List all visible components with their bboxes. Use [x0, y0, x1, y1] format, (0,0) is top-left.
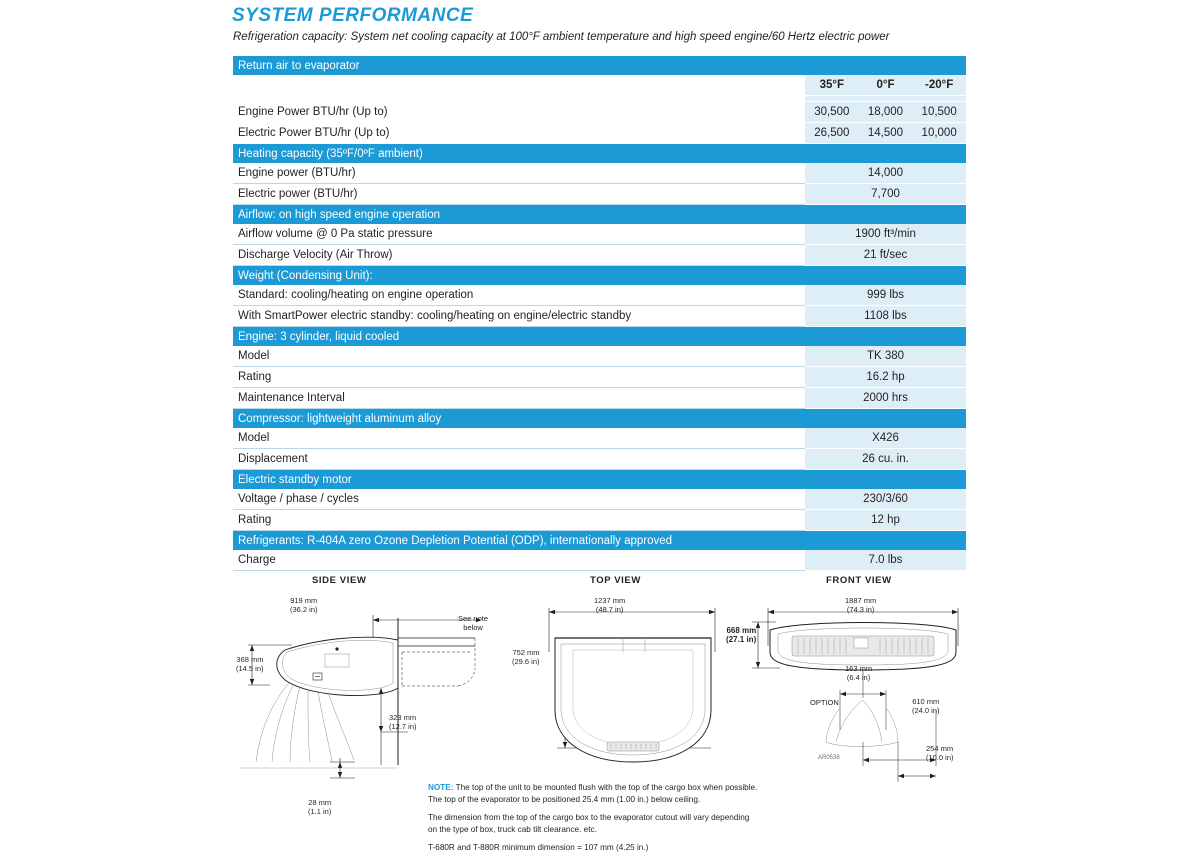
- front-dim-option-163: [845, 664, 872, 682]
- section-band: [233, 56, 966, 75]
- front-dim-width: [845, 596, 876, 614]
- table-row: [233, 75, 966, 96]
- technical-drawings: [0, 560, 1200, 858]
- note-line-2: The top of the evaporator to be positioned 25.4 mm (1.00 in.) below ceiling.: [428, 794, 701, 804]
- value-cell: 999 lbs: [805, 285, 966, 306]
- drawing-code: AR0538: [818, 755, 840, 761]
- row-label: Standard: cooling/heating on engine operation: [233, 285, 805, 306]
- note-line-3: The dimension from the top of the cargo box to the evaporator cutout will vary depending: [428, 813, 750, 822]
- top-dim-width: [594, 596, 625, 614]
- specifications-table: [233, 56, 966, 571]
- section-band-label: Airflow: on high speed engine operation: [233, 205, 966, 224]
- table-row: [233, 245, 966, 266]
- value-cell: 230/3/60: [805, 489, 966, 510]
- section-band: [233, 205, 966, 224]
- value-cell: X426: [805, 428, 966, 449]
- section-band-label: Electric standby motor: [233, 470, 966, 489]
- row-label: Voltage / phase / cycles: [233, 489, 805, 510]
- value-cell: 26 cu. in.: [805, 449, 966, 470]
- section-band: [233, 144, 966, 163]
- top-view-drawing: [515, 590, 745, 810]
- table-row: [233, 102, 966, 123]
- front-dim-height: [726, 626, 756, 644]
- top-dim-depth: [512, 648, 540, 666]
- front-dim-height-mm: 668 mm: [726, 626, 757, 635]
- front-dim-option-610: [912, 697, 940, 715]
- section-band-label: Return air to evaporator: [233, 56, 966, 75]
- value-cell: 7,700: [805, 184, 966, 205]
- value-cell: 16.2 hp: [805, 367, 966, 388]
- side-dim-length: [290, 596, 318, 614]
- table-row: [233, 123, 966, 144]
- side-dim-height-in: (14.5 in): [236, 664, 264, 673]
- side-dim-length-in: (36.2 in): [290, 605, 318, 614]
- front-view-title: FRONT VIEW: [826, 575, 892, 586]
- value-cell: 18,000: [859, 102, 913, 123]
- row-label: Model: [233, 428, 805, 449]
- drawing-notes: [428, 782, 828, 861]
- top-dim-width-mm: 1237 mm: [594, 596, 626, 605]
- side-dim-drop: [389, 713, 417, 731]
- top-dim-depth-in: (29.6 in): [512, 657, 540, 666]
- table-row: [233, 367, 966, 388]
- top-view-title: TOP VIEW: [590, 575, 641, 586]
- value-cell: 7.0 lbs: [805, 550, 966, 571]
- note-line-5: T-680R and T-880R minimum dimension = 107 mm (4.25 in.): [428, 843, 649, 852]
- note-line-1: The top of the unit to be mounted flush with the top of the cargo box when possible.: [453, 783, 758, 792]
- side-dim-length-mm: 919 mm: [290, 596, 318, 605]
- value-cell: 12 hp: [805, 510, 966, 531]
- column-header-35f: 35°F: [805, 75, 859, 96]
- section-band: [233, 409, 966, 428]
- note-paragraph-2: [428, 812, 828, 835]
- row-label: Model: [233, 346, 805, 367]
- value-cell: 21 ft/sec: [805, 245, 966, 266]
- row-label: Rating: [233, 510, 805, 531]
- table-row: [233, 449, 966, 470]
- row-label: Charge: [233, 550, 805, 571]
- front-dim-height-in: (27.1 in): [726, 635, 757, 644]
- side-note-ref-line1: See note: [458, 614, 489, 623]
- front-dim-option-610-in: (24.0 in): [912, 706, 940, 715]
- note-keyword: NOTE:: [428, 783, 454, 792]
- front-dim-option-163-in: (6.4 in): [846, 673, 871, 682]
- column-header-minus20f: -20°F: [912, 75, 966, 96]
- section-band: [233, 266, 966, 285]
- side-dim-height: [236, 655, 264, 673]
- value-cell: 2000 hrs: [805, 388, 966, 409]
- table-row: [233, 184, 966, 205]
- front-dim-option-163-mm: 163 mm: [845, 664, 873, 673]
- front-dim-option-254: [926, 744, 954, 762]
- row-label: Maintenance Interval: [233, 388, 805, 409]
- row-label: Airflow volume @ 0 Pa static pressure: [233, 224, 805, 245]
- side-dim-bottom: [308, 798, 331, 816]
- section-band: [233, 470, 966, 489]
- section-band-label: Weight (Condensing Unit):: [233, 266, 966, 285]
- front-dim-width-mm: 1887 mm: [845, 596, 877, 605]
- table-row: [233, 285, 966, 306]
- section-band-label: Refrigerants: R-404A zero Ozone Depletion Potential (ODP), internationally approved: [233, 531, 966, 550]
- front-dim-option-254-in: (10.0 in): [926, 753, 954, 762]
- value-cell: 14,000: [805, 163, 966, 184]
- page-subtitle: Refrigeration capacity: System net cooling capacity at 100°F ambient temperature and high speed engine/60 Hertz electric power: [233, 31, 890, 43]
- note-paragraph-1: [428, 782, 828, 805]
- row-label: With SmartPower electric standby: cooling/heating on engine/electric standby: [233, 306, 805, 327]
- row-label: Electric power (BTU/hr): [233, 184, 805, 205]
- table-row: [233, 163, 966, 184]
- table-row: [233, 346, 966, 367]
- side-note-ref: [458, 614, 488, 632]
- row-label-empty: [233, 75, 805, 96]
- row-label: Rating: [233, 367, 805, 388]
- front-dim-option-254-mm: 254 mm: [926, 744, 954, 753]
- value-cell: 26,500: [805, 123, 859, 144]
- note-paragraph-3: [428, 842, 828, 854]
- side-dim-drop-in: (12.7 in): [389, 722, 417, 731]
- top-dim-width-in: (48.7 in): [595, 605, 624, 614]
- page-title: SYSTEM PERFORMANCE: [232, 5, 474, 26]
- section-band: [233, 327, 966, 346]
- side-dim-bottom-mm: 28 mm: [308, 798, 332, 807]
- side-note-ref-line2: below: [463, 623, 483, 632]
- table-row: [233, 224, 966, 245]
- value-cell: TK 380: [805, 346, 966, 367]
- front-dim-option-610-mm: 610 mm: [912, 697, 940, 706]
- value-cell: 1108 lbs: [805, 306, 966, 327]
- value-cell: 10,500: [912, 102, 966, 123]
- top-dim-depth-mm: 752 mm: [512, 648, 540, 657]
- table-row: [233, 510, 966, 531]
- table-row: [233, 388, 966, 409]
- section-band-label: Compressor: lightweight aluminum alloy: [233, 409, 966, 428]
- row-label: Engine power (BTU/hr): [233, 163, 805, 184]
- front-dim-width-in: (74.3 in): [846, 605, 875, 614]
- value-cell: 30,500: [805, 102, 859, 123]
- value-cell: 1900 ft³/min: [805, 224, 966, 245]
- side-dim-height-mm: 368 mm: [236, 655, 264, 664]
- side-dim-bottom-in: (1.1 in): [308, 807, 332, 816]
- section-band-label: Engine: 3 cylinder, liquid cooled: [233, 327, 966, 346]
- note-line-4: on the type of box, truck cab tilt clearance. etc.: [428, 824, 597, 834]
- row-label: Electric Power BTU/hr (Up to): [238, 127, 390, 139]
- table-row: [233, 428, 966, 449]
- row-label: Displacement: [233, 449, 805, 470]
- section-band: [233, 531, 966, 550]
- row-label: Engine Power BTU/hr (Up to): [238, 106, 388, 118]
- side-view-title: SIDE VIEW: [312, 575, 367, 586]
- row-label: Discharge Velocity (Air Throw): [233, 245, 805, 266]
- value-cell: 10,000: [912, 123, 966, 144]
- table-row: [233, 489, 966, 510]
- table-row: [233, 306, 966, 327]
- section-band-label: Heating capacity (35ºF/0ºF ambient): [233, 144, 966, 163]
- front-option-label: OPTION: [810, 698, 839, 707]
- value-cell: 14,500: [859, 123, 913, 144]
- side-dim-drop-mm: 323 mm: [389, 713, 417, 722]
- column-header-0f: 0°F: [859, 75, 913, 96]
